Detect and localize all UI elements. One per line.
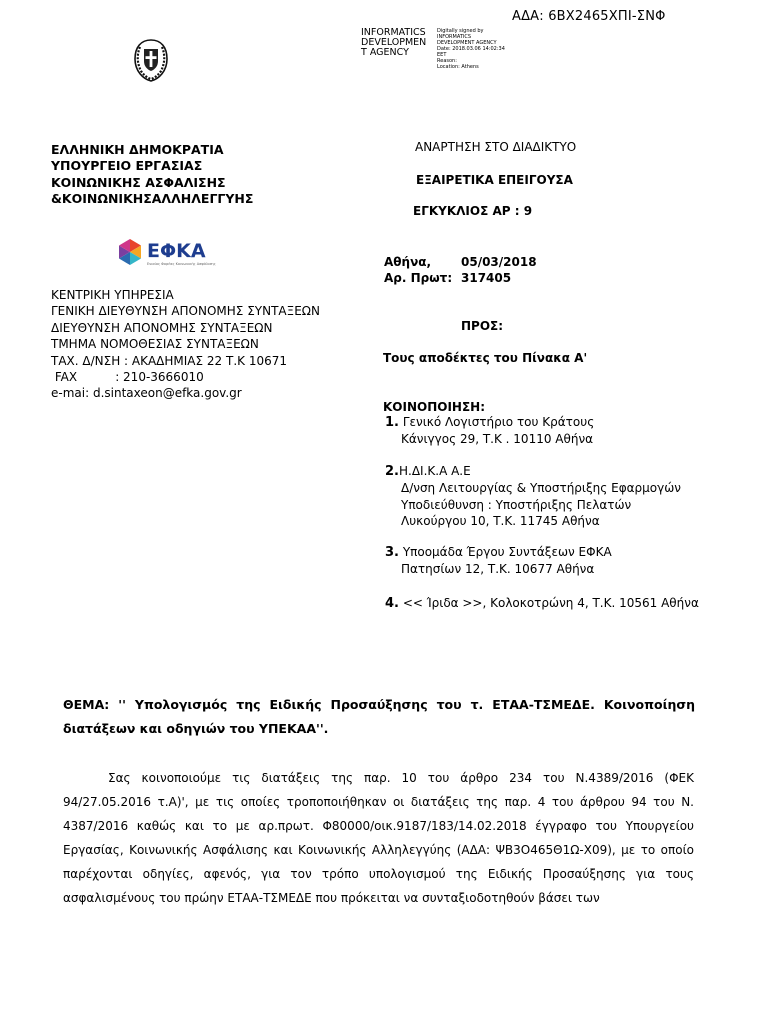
signature-details bbox=[437, 28, 505, 70]
cc-item-line: << Ίριδα >>, Κολοκοτρώνη 4, Τ.Κ. 10561 Αθήνα bbox=[402, 596, 699, 610]
internet-posting-label: ΑΝΑΡΤΗΣΗ ΣΤΟ ΔΙΑΔΙΚΤΥΟ bbox=[415, 140, 577, 154]
circular-number: ΕΓΚΥΚΛΙΟΣ ΑΡ : 9 bbox=[413, 204, 533, 218]
greek-emblem-icon bbox=[131, 37, 171, 87]
subject: ΘΕΜΑ: '' Υπολογισμός της Ειδικής Προσαύξησης του τ. ΕΤΑΑ-ΤΣΜΕΔΕ. Κοινοποίηση διατάξεων και οδηγιών του ΥΠΕΚΑΑ''. bbox=[63, 697, 695, 736]
cc-item-number: 3. bbox=[385, 545, 399, 560]
service-line: ΤΑΧ. Δ/ΝΣΗ : ΑΚΑΔΗΜΙΑΣ 22 Τ.Κ 10671 bbox=[51, 353, 287, 368]
to-heading: ΠΡΟΣ: bbox=[461, 319, 504, 333]
body-paragraph: Σας κοινοποιούμε τις διατάξεις της παρ. 10 του άρθρο 234 του Ν.4389/2016 (ΦΕΚ 94/27.05.2016 τ.Α)', με τις οποίες τροποποιήθηκαν οι διατάξεις της παρ. 4 του άρθρου 94 του Ν. 4387/2016 καθώς και το με αρ.πρωτ. Φ80000/οικ.9187/183/14.02.2018 έγγραφο του Υπουργείου Εργασίας, Κοινωνικής Ασφάλισης και Κοινωνικής Αλληλεγγύης (ΑΔΑ: ΨΒ3Ο465Θ1Ω-Χ09), με το οποίο παρέχονται οδηγίες, αφενός, για τον τρόπο υπολογισμού της Ειδικής Προσαύξησης για τους ασφαλισμένους του πρώην ΕΤΑΑ-ΤΣΜΕΔΕ που πρόκειται να συνταξιοδοτηθούν βάσει των bbox=[63, 771, 694, 906]
date-protocol-block bbox=[384, 254, 537, 286]
signature-detail-line: Location: Athens bbox=[437, 64, 479, 70]
cc-item-number: 1. bbox=[385, 415, 399, 430]
signature-detail-line: Reason: bbox=[437, 58, 457, 64]
ministry-header bbox=[51, 142, 253, 207]
signature-detail-line: DEVELOPMENT AGENCY bbox=[437, 40, 497, 46]
cc-item bbox=[385, 544, 612, 578]
cc-item-line: Κάνιγγος 29, Τ.Κ . 10110 Αθήνα bbox=[401, 432, 594, 447]
signature-org-line: T AGENCY bbox=[361, 47, 409, 58]
ministry-header-line: ΚΟΙΝΩΝΙΚΗΣ ΑΣΦΑΛΙΣΗΣ bbox=[51, 174, 226, 190]
service-line: ΓΕΝΙΚΗ ΔΙΕΥΘΥΝΣΗ ΑΠΟΝΟΜΗΣ ΣΥΝΤΑΞΕΩΝ bbox=[51, 304, 320, 319]
protocol-label: Αρ. Πρωτ: bbox=[384, 271, 453, 285]
service-line: ΤΜΗΜΑ ΝΟΜΟΘΕΣΙΑΣ ΣΥΝΤΑΞΕΩΝ bbox=[51, 337, 259, 352]
cc-item bbox=[385, 463, 681, 529]
urgent-label: ΕΞΑΙΡΕΤΙΚΑ ΕΠΕΙΓΟΥΣΑ bbox=[416, 173, 573, 187]
cc-item bbox=[385, 595, 699, 612]
signature-detail-line: EET bbox=[437, 52, 447, 58]
cc-item bbox=[385, 414, 594, 448]
date-value: 05/03/2018 bbox=[461, 255, 537, 269]
cc-item-line: Η.ΔΙ.Κ.Α Α.Ε bbox=[398, 464, 471, 478]
service-address bbox=[51, 287, 320, 402]
cc-item-line: Υποδιεύθυνση : Υποστήριξης Πελατών bbox=[401, 497, 632, 512]
service-line: e-mai: d.sintaxeon@efka.gov.gr bbox=[51, 386, 242, 401]
cc-item-line: Υποομάδα Έργου Συντάξεων ΕΦΚΑ bbox=[402, 545, 612, 559]
cc-item-line: Λυκούργου 10, Τ.Κ. 11745 Αθήνα bbox=[401, 513, 600, 528]
efka-logo-text: ΕΦΚΑ bbox=[147, 240, 206, 262]
signature-detail-line: INFORMATICS bbox=[437, 34, 472, 40]
to-recipients: Τους αποδέκτες του Πίνακα Α' bbox=[383, 351, 588, 365]
date-label: Αθήνα, bbox=[384, 255, 432, 269]
protocol-value: 317405 bbox=[461, 271, 512, 285]
cc-item-line: Πατησίων 12, Τ.Κ. 10677 Αθήνα bbox=[401, 562, 595, 577]
service-line: ΚΕΝΤΡΙΚΗ ΥΠΗΡΕΣΙΑ bbox=[51, 288, 174, 302]
ministry-header-line: &ΚΟΙΝΩΝΙΚΗΣΑΛΛΗΛΕΓΓΥΗΣ bbox=[51, 190, 254, 206]
signature-detail-line: Digitally signed by bbox=[437, 28, 484, 34]
ada-number: ΑΔΑ: 6ΒΧ2465ΧΠΙ-ΣΝΦ bbox=[512, 9, 666, 24]
cc-item-line: Γενικό Λογιστήριο του Κράτους bbox=[402, 415, 595, 429]
efka-logo-subtitle: Ενιαίος Φορέας Κοινωνικής Ασφάλισης bbox=[147, 262, 216, 266]
cc-item-line: Δ/νση Λειτουργίας & Υποστήριξης Εφαρμογών bbox=[401, 481, 681, 496]
efka-logo-icon bbox=[116, 238, 144, 270]
cc-heading: ΚΟΙΝΟΠΟΙΗΣΗ: bbox=[383, 400, 485, 414]
signature-org bbox=[361, 28, 426, 58]
signature-detail-line: Date: 2018.03.06 14:02:34 bbox=[437, 46, 505, 52]
service-line: ΔΙΕΥΘΥΝΣΗ ΑΠΟΝΟΜΗΣ ΣΥΝΤΑΞΕΩΝ bbox=[51, 320, 273, 335]
signature-org-line: DEVELOPMEN bbox=[361, 37, 427, 48]
cc-item-number: 4. bbox=[385, 596, 399, 611]
ministry-header-line: ΥΠΟΥΡΓΕΙΟ ΕΡΓΑΣΙΑΣ bbox=[51, 158, 203, 174]
service-line: FAX : 210-3666010 bbox=[51, 370, 204, 385]
signature-org-line: INFORMATICS bbox=[361, 27, 426, 38]
cc-item-number: 2. bbox=[385, 464, 399, 479]
ministry-header-line: ΕΛΛΗΝΙΚΗ ΔΗΜΟΚΡΑΤΙΑ bbox=[51, 142, 224, 157]
